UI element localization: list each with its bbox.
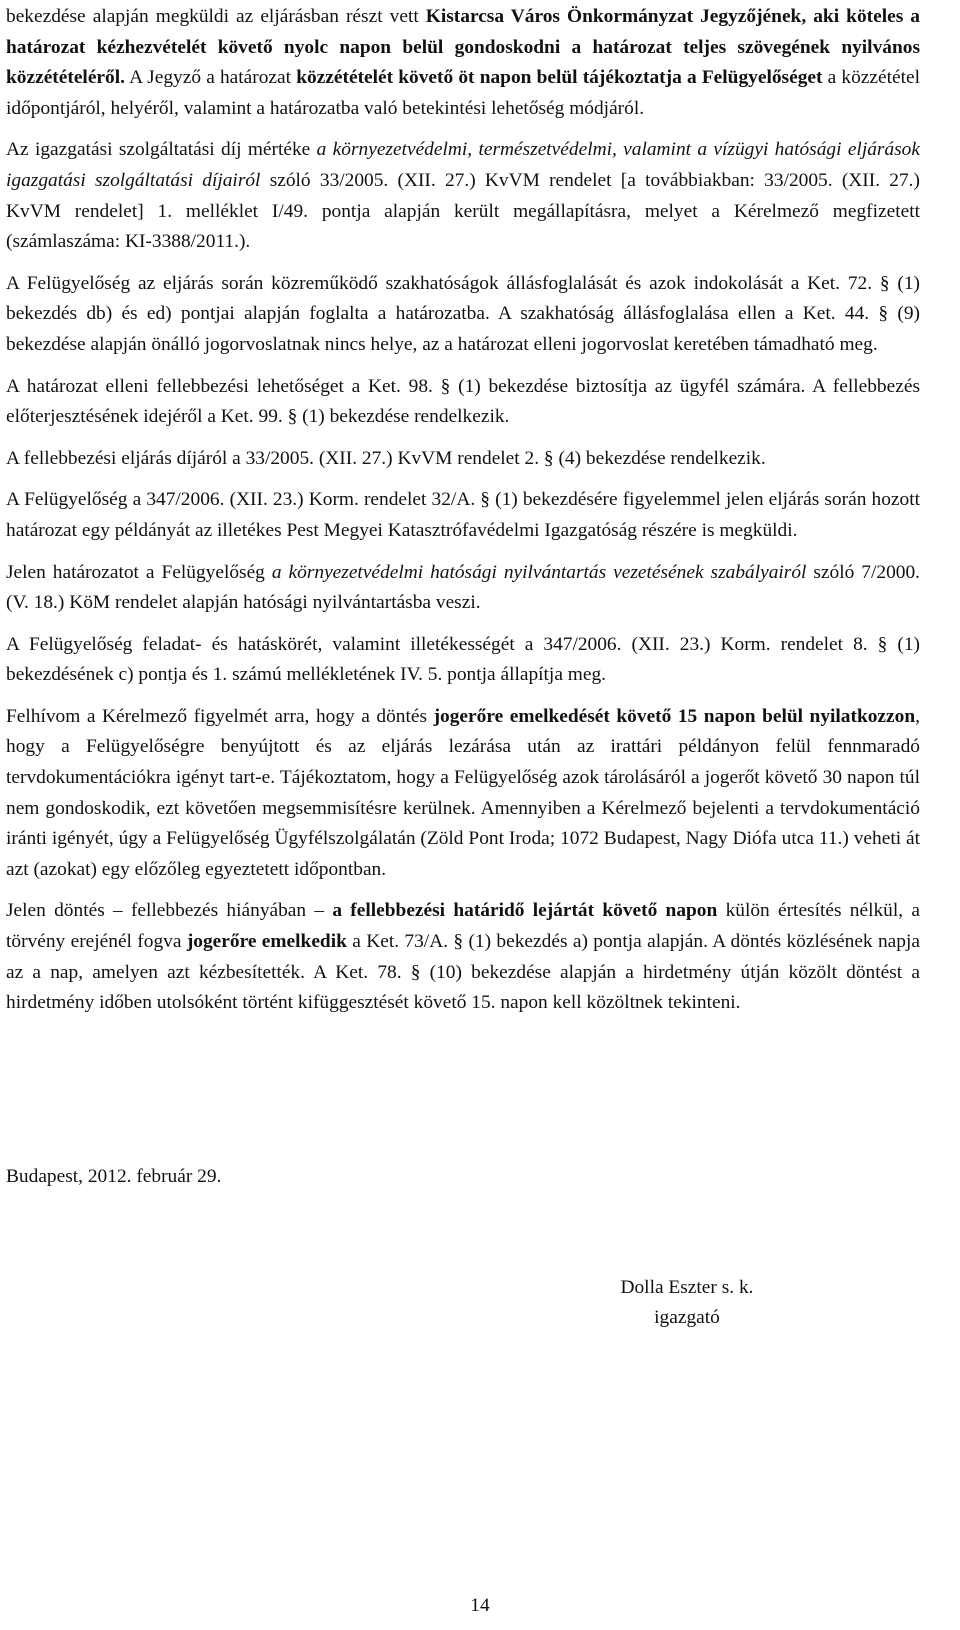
- text-run: Jelen döntés – fellebbezés hiányában –: [6, 900, 333, 922]
- text-run: Az igazgatási szolgáltatási díj mértéke: [6, 139, 317, 161]
- text-run: A Felügyelőség feladat- és hatáskörét, valamint illetékességét a 347/2006. (XII. 23.) Korm. rendelet 8. § (1) bekezdésének c) pontja és 1. számú mellékletének IV. 5. pontja állapítja meg.: [6, 633, 920, 686]
- text-run: A Felügyelőség az eljárás során közreműködő szakhatóságok állásfoglalását és azok indokolását a Ket. 72. § (1) bekezdés db) és ed) pontjai alapján foglalta a határozatba. A szakhatóság állásfoglalása ellen a Ket. 44. § (9) bekezdése alapján önálló jogorvoslatnak nincs helye, az a határozat elleni jogorvoslat keretében támadható meg.: [6, 272, 920, 355]
- text-run: bekezdése alapján megküldi az eljárásban részt vett: [6, 6, 426, 27]
- bold-text: a fellebbezési határidő lejártát követő napon: [332, 900, 718, 922]
- paragraph: [6, 630, 920, 691]
- italic-text: a környezetvédelmi hatósági nyilvántartás vezetésének szabályairól: [271, 561, 807, 583]
- paragraph: [6, 444, 920, 475]
- paragraph: [6, 2, 920, 124]
- text-run: A Felügyelőség a 347/2006. (XII. 23.) Korm. rendelet 32/A. § (1) bekezdésére figyelemmel jelen eljárás során hozott határozat egy példányát az illetékes Pest Megyei Katasztrófavédelmi Igazgatóság részére is megküldi.: [6, 489, 920, 541]
- italic-text: a környezetvédelmi, természetvédelmi, valamint a vízügyi hatósági eljárások igazgatási szolgáltatási díjairól: [6, 139, 920, 191]
- paragraph: [6, 702, 920, 886]
- paragraph: [6, 558, 920, 619]
- bold-text: jogerőre emelkedik: [186, 931, 347, 953]
- paragraph: [6, 269, 920, 361]
- text-run: Felhívom a Kérelmező figyelmét arra, hogy a döntés: [6, 705, 434, 727]
- paragraph: [6, 372, 920, 433]
- signer-title: igazgató: [654, 1307, 720, 1328]
- signer-name: Dolla Eszter s. k.: [620, 1277, 754, 1298]
- text-run: , hogy a Felügyelőségre benyújtott és az eljárás lezárása után az irattári példányon felül fennmaradó tervdokumentációkra igényt tart-e. Tájékoztatom, hogy a Felügyelőség azok tárolásáról a jogerőt követő 30 napon túl nem gondoskodik, ezt követően megsemmisítésre kerülnek. Amennyiben a Kérelmező bejelenti a tervdokumentáció iránti igényét, úgy a Felügyelőség Ügyfélszolgálatán (Zöld Pont Iroda; 1072 Budapest, Nagy Diófa utca 11.) veheti át azt (azokat) egy előzőleg egyeztetett időpontban.: [6, 705, 920, 880]
- text-run: A Jegyző a határozat: [124, 67, 297, 89]
- place-and-date: Budapest, 2012. február 29.: [6, 1166, 222, 1187]
- text-run: a Ket. 73/A. § (1) bekezdés a) pontja alapján. A döntés közlésének napja az a nap, amelyen azt kézbesítették. A Ket. 78. § (10) bekezdése alapján a hirdetmény útján közölt döntést a hirdetmény időben utolsóként történt kifüggesztését követő 15. napon kell közöltnek tekinteni.: [6, 931, 920, 1014]
- paragraph: [6, 135, 920, 257]
- bold-text: közzétételét követő öt napon belül tájékoztatja a Felügyelőséget: [296, 67, 823, 89]
- text-run: szóló 7/2000. (V. 18.) KöM rendelet alapján hatósági nyilvántartásba veszi.: [6, 561, 920, 614]
- paragraph: [6, 485, 920, 546]
- text-run: A határozat elleni fellebbezési lehetőséget a Ket. 98. § (1) bekezdése biztosítja az ügyfél számára. A fellebbezés előterjesztésének idejéről a Ket. 99. § (1) bekezdése rendelkezik.: [6, 375, 920, 428]
- text-run: szóló 33/2005. (XII. 27.) KvVM rendelet [a továbbiakban: 33/2005. (XII. 27.) KvVM rendelet] 1. melléklet I/49. pontja alapján került megállapításra, melyet a Kérelmező megfizetett (számlaszáma: KI-3388/2011.).: [6, 169, 920, 253]
- page-number: 14: [470, 1595, 490, 1616]
- body-text: [6, 2, 920, 1019]
- signature-block: [592, 1273, 782, 1333]
- text-run: Jelen határozatot a Felügyelőség: [6, 561, 272, 583]
- text-run: külön értesítés nélkül, a törvény erejénél fogva: [6, 900, 920, 953]
- text-run: A fellebbezési eljárás díjáról a 33/2005. (XII. 27.) KvVM rendelet 2. § (4) bekezdése rendelkezik.: [6, 447, 766, 469]
- bold-text: jogerőre emelkedését követő 15 napon belül nyilatkozzon: [433, 705, 916, 727]
- text-run: a közzététel időpontjáról, helyéről, valamint a határozatba való betekintési lehetőség módjáról.: [6, 67, 920, 119]
- bold-text: Kistarcsa Város Önkormányzat Jegyzőjének, aki köteles a határozat kézhezvételét követő nyolc napon belül gondoskodni a határozat teljes szövegének nyilvános közzétételéről.: [6, 6, 920, 89]
- paragraph: [6, 896, 920, 1018]
